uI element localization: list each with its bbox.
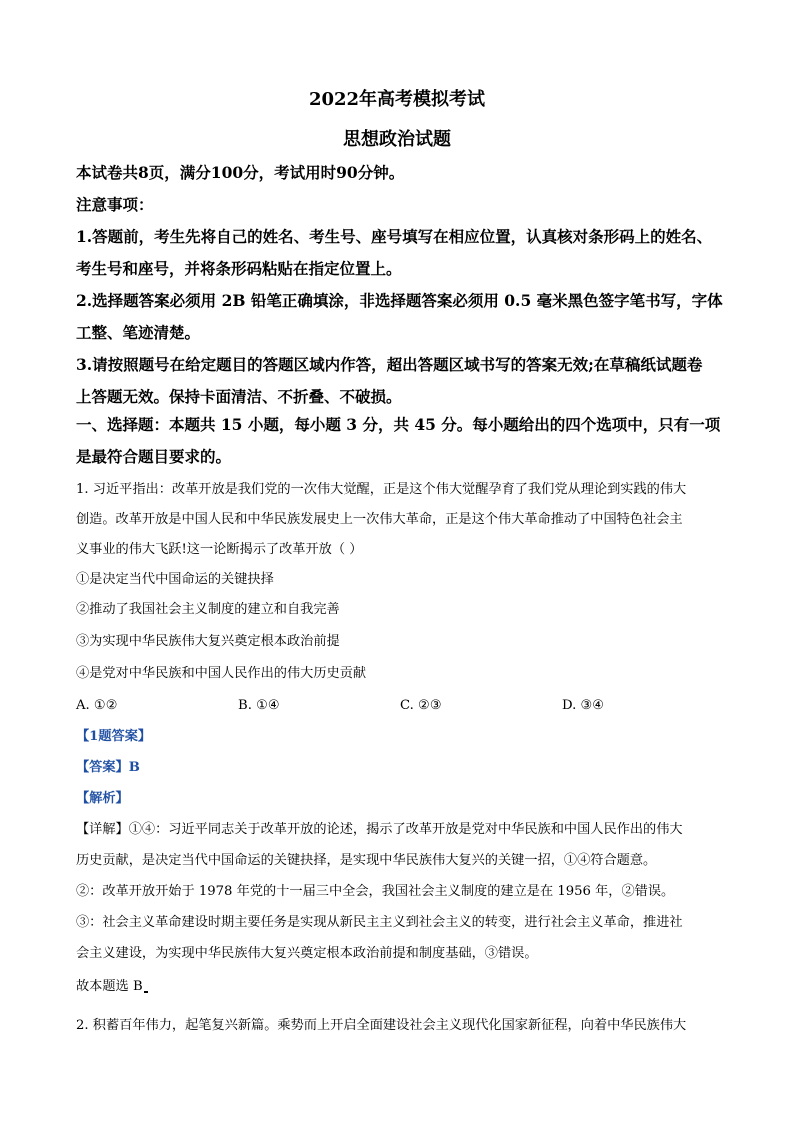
- q1-analysis-tag: 【解析】: [76, 791, 129, 806]
- section1-heading: 一、选择题：本题共 15 小题，每小题 3 分，共 45 分。每小题给出的四个选项中，只有一项: [76, 415, 721, 434]
- exam-subtitle: 思想政治试题: [343, 129, 451, 150]
- notice-item-3b: 上答题无效。保持卡面清洁、不折叠、不破损。: [76, 387, 402, 406]
- q1-option-c: C. ②③: [400, 698, 442, 713]
- q1-stem-2: 创造。改革开放是中国人民和中华民族发展史上一次伟大革命，正是这个伟大革命推动了中国特色社会主: [76, 512, 683, 527]
- q1-statement-4: ④是党对中华民族和中国人民作出的伟大历史贡献: [76, 666, 367, 681]
- notice-item-1a: 1.答题前，考生先将自己的姓名、考生号、座号填写在相应位置，认真核对条形码上的姓名、: [76, 227, 713, 246]
- section1-heading-cont: 是最符合题目要求的。: [76, 447, 232, 466]
- q1-detail-5: 会主义建设，为实现中华民族伟大复兴奠定根本政治前提和制度基础，③错误。: [76, 946, 538, 961]
- q1-statement-3: ③为实现中华民族伟大复兴奠定根本政治前提: [76, 634, 340, 649]
- q1-detail-3: ②：改革开放开始于 1978 年党的十一届三中全会，我国社会主义制度的建立是在 1956 年，②错误。: [76, 884, 675, 899]
- q1-statement-1: ①是决定当代中国命运的关键抉择: [76, 572, 274, 587]
- q1-option-d: D. ③④: [562, 698, 605, 713]
- exam-title: 2022年高考模拟考试: [308, 89, 486, 110]
- q1-statement-2: ②推动了我国社会主义制度的建立和自我完善: [76, 602, 340, 617]
- q1-option-a: A. ①②: [76, 698, 118, 713]
- q1-answer-tag: 【1题答案】: [76, 729, 152, 744]
- notice-item-3a: 3.请按照题号在给定题目的答题区域内作答，超出答题区域书写的答案无效;在草稿纸试题卷: [76, 355, 703, 374]
- q1-detail-1: 【详解】①④：习近平同志关于改革开放的论述，揭示了改革开放是党对中华民族和中国人民作出的伟大: [76, 822, 683, 837]
- q1-conclusion: 故本题选 B: [76, 979, 143, 994]
- q1-answer-line: 【答案】B: [76, 760, 140, 775]
- notice-item-2b: 工整、笔迹清楚。: [76, 323, 201, 342]
- exam-intro: 本试卷共8页，满分100分，考试用时90分钟。: [76, 163, 405, 182]
- notice-item-2a: 2.选择题答案必须用 2B 铅笔正确填涂，非选择题答案必须用 0.5 毫米黑色签字笔书写，字体: [76, 291, 723, 310]
- q1-detail-2: 历史贡献，是决定当代中国命运的关键抉择，是实现中华民族伟大复兴的关键一招，①④符合题意。: [76, 853, 657, 868]
- notice-item-1b: 考生号和座号，并将条形码粘贴在指定位置上。: [76, 259, 402, 278]
- notice-heading: 注意事项：: [76, 195, 154, 214]
- tail-mark-icon: [144, 991, 148, 993]
- q1-stem-3: 义事业的伟大飞跃!这一论断揭示了改革开放（ ）: [76, 542, 363, 557]
- q1-detail-4: ③：社会主义革命建设时期主要任务是实现从新民主主义到社会主义的转变，进行社会主义革命，推进社: [76, 915, 683, 930]
- q2-stem-1: 2. 积蓄百年伟力，起笔复兴新篇。乘势而上开启全面建设社会主义现代化国家新征程，向着中华民族伟大: [76, 1018, 687, 1033]
- q1-conclusion-row: [76, 977, 726, 997]
- q1-option-b: B. ①④: [238, 698, 280, 713]
- q1-stem-1: 1. 习近平指出：改革开放是我们党的一次伟大觉醒，正是这个伟大觉醒孕育了我们党从理论到实践的伟大: [76, 482, 687, 497]
